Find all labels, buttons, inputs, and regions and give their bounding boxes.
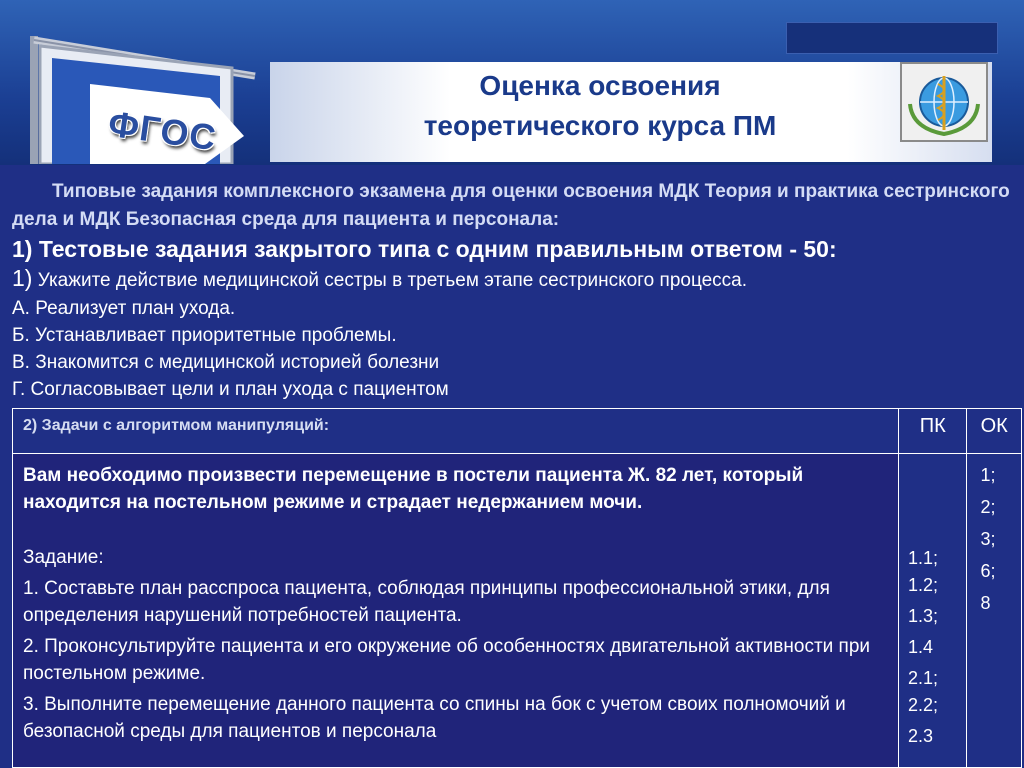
ok-value: 8: [980, 593, 991, 613]
pk-value: 2.3: [907, 726, 933, 746]
pk-value: 2.2;: [907, 695, 938, 715]
ok-value: 6;: [980, 561, 996, 581]
header-ok: ОК: [967, 409, 1022, 454]
pk-value: 1.4: [907, 637, 933, 657]
header-task: 2) Задачи с алгоритмом манипуляций:: [13, 409, 899, 454]
pk-value: 1.2;: [907, 575, 938, 595]
page-title-line2: теоретического курса ПМ: [423, 110, 777, 141]
ok-list: [968, 455, 1020, 619]
pk-list: [900, 455, 965, 750]
emblem-logo: [900, 62, 988, 142]
section-test-tasks: 1) Тестовые задания закрытого типа с одним правильным ответом - 50:: [12, 236, 837, 262]
ok-value: 2;: [980, 497, 996, 517]
ok-cell: [967, 454, 1022, 768]
ok-value: 1;: [980, 465, 996, 485]
pk-value: 2.1;: [907, 668, 938, 688]
page-title-line1: Оценка освоения: [479, 70, 721, 101]
exam-intro: [12, 178, 1012, 403]
ok-value: 3;: [980, 529, 996, 549]
tasks-table: [12, 408, 1022, 768]
assignment-item-3: 3. Выполните перемещение данного пациента со спины на бок с учетом своих полномочий и безопасной среды для пациентов и персонала: [23, 694, 846, 742]
pk-value: 1.3;: [907, 606, 938, 626]
assignment-label: Задание:: [23, 547, 104, 568]
page-title: [310, 66, 890, 146]
assignment-item-2: 2. Проконсультируйте пациента и его окружение об особенностях двигательной активности при постельном режиме.: [23, 636, 871, 684]
answer-option-b: Б. Устанавливает приоритетные проблемы.: [12, 325, 397, 346]
table-header-row: [13, 409, 1022, 454]
case-description: Вам необходимо произвести перемещение в постели пациента Ж. 82 лет, который находится на постельном режиме и страдает недержанием мочи.: [23, 465, 804, 513]
answer-option-a: А. Реализует план ухода.: [12, 298, 236, 319]
answer-option-c: В. Знакомится с медицинской историей болезни: [12, 352, 440, 373]
pk-value: 1.1;: [907, 548, 938, 568]
question-1: [12, 264, 1012, 295]
question-number: 1): [12, 265, 33, 291]
assignment-item-1: 1. Составьте план расспроса пациента, соблюдая принципы профессиональной этики, для определения нарушений потребностей пациента.: [23, 578, 830, 626]
header-pk: ПК: [898, 409, 966, 454]
question-text: Укажите действие медицинской сестры в третьем этапе сестринского процесса.: [32, 270, 748, 291]
exam-heading: Типовые задания комплексного экзамена для оценки освоения МДК Теория и практика сестринского дела и МДК Безопасная среда для пациента и персонала:: [12, 181, 1010, 230]
task-cell: [13, 454, 899, 768]
globe-caduceus-icon: [902, 64, 986, 140]
header-decor-rect: [786, 22, 998, 54]
pk-cell: [898, 454, 966, 768]
answer-option-d: Г. Согласовывает цели и план ухода с пациентом: [12, 379, 449, 400]
table-row: [13, 454, 1022, 768]
fgos-sign-label: ФГОС: [105, 102, 220, 159]
